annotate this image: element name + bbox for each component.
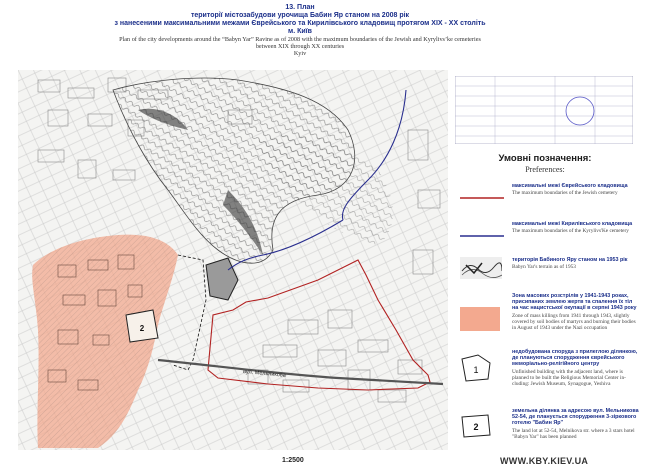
title-en-line-3: Kyiv	[293, 50, 307, 57]
title-en-line-1: Plan of the city developments around the “Babyn Yar” Ravine as of 2008 with the maximum boundaries of the Jewish and Kyrylivs’ke cemeteries	[119, 36, 481, 43]
plot-2-symbol-number: 2	[473, 422, 479, 432]
title-ua-line-1: 13. План	[285, 4, 315, 11]
city-plan-map	[18, 70, 448, 450]
legend-item-kyrylivske-cemetery: максимальні межі Кирилівського кладовища The maximum boundaries of the Kyrylivs'Ke cemetery	[512, 221, 633, 235]
title-ua-line-2: території містозабудови урочища Бабин Яр станом на 2008 рік	[190, 12, 410, 19]
title-ua-line-4: м. Київ	[288, 28, 312, 35]
approval-stamp-table	[455, 76, 633, 144]
legend-title: Умовні позначення:	[498, 153, 592, 164]
map-scale: 1:2500	[282, 457, 304, 464]
street-label-melnikova: вул. Мельникова	[242, 369, 287, 379]
website-url[interactable]: WWW.KBY.KIEV.UA	[500, 456, 589, 466]
plot-2-symbol	[460, 413, 492, 439]
plot-2-label: 2	[139, 324, 145, 333]
map-title	[90, 4, 510, 57]
title-en-line-2: between XIX through XX centuries	[255, 43, 345, 50]
legend-item-unfinished-building: недобудована споруда з прилеглою ділянкою, де плануються спорудження єврейського меморіально-релігійного центру Unfinished building with the adjacent land, where is planned to be built the Religious Memorial Center in-cluding: Jewish Museum, Synagogue, Yeshiva	[512, 349, 638, 388]
red-line-symbol	[460, 195, 504, 201]
mass-killings-swatch	[460, 307, 500, 331]
blue-line-symbol	[460, 233, 504, 239]
map-legend	[450, 153, 640, 453]
legend-item-jewish-cemetery: максимальні межі Єврейського кладовища The maximum boundaries of the Jewish cemetery	[512, 183, 628, 197]
plot-1-symbol	[460, 353, 492, 383]
legend-item-hotel-land-lot: земельна ділянка за адресою вул. Мельникова 52-54, де планується спорудження 3-зіркового готелю "Бабин Яр" The land lot at 52-54, Melnikova str. where a 3 stars hotel "Babyn Yar" has been planned	[512, 408, 639, 440]
legend-subtitle: Preferences:	[525, 165, 565, 174]
legend-item-mass-killings-zone: Зона масових розстрілів у 1941-1943 роках, присипаних землею жертв та спалення їх тіл на час нацистської окупації в серпні 1943 року Zone of mass killings from 1941 through 1943, slightly covered by soil bodies of martyrs and burning their bodies in August of 1943 under the Nazi occupation	[512, 293, 637, 332]
legend-item-terrain-1953: територія Бабиного Яру станом на 1953 рік Babyn Yar's terrain as of 1953	[512, 257, 628, 271]
terrain-swatch	[460, 257, 502, 279]
title-ua-line-3: з нанесеними максимальними межами Єврейського та Кирилівського кладовищ протягом XIX - XX століть	[114, 20, 486, 27]
plot-1-symbol-number: 1	[473, 365, 479, 375]
